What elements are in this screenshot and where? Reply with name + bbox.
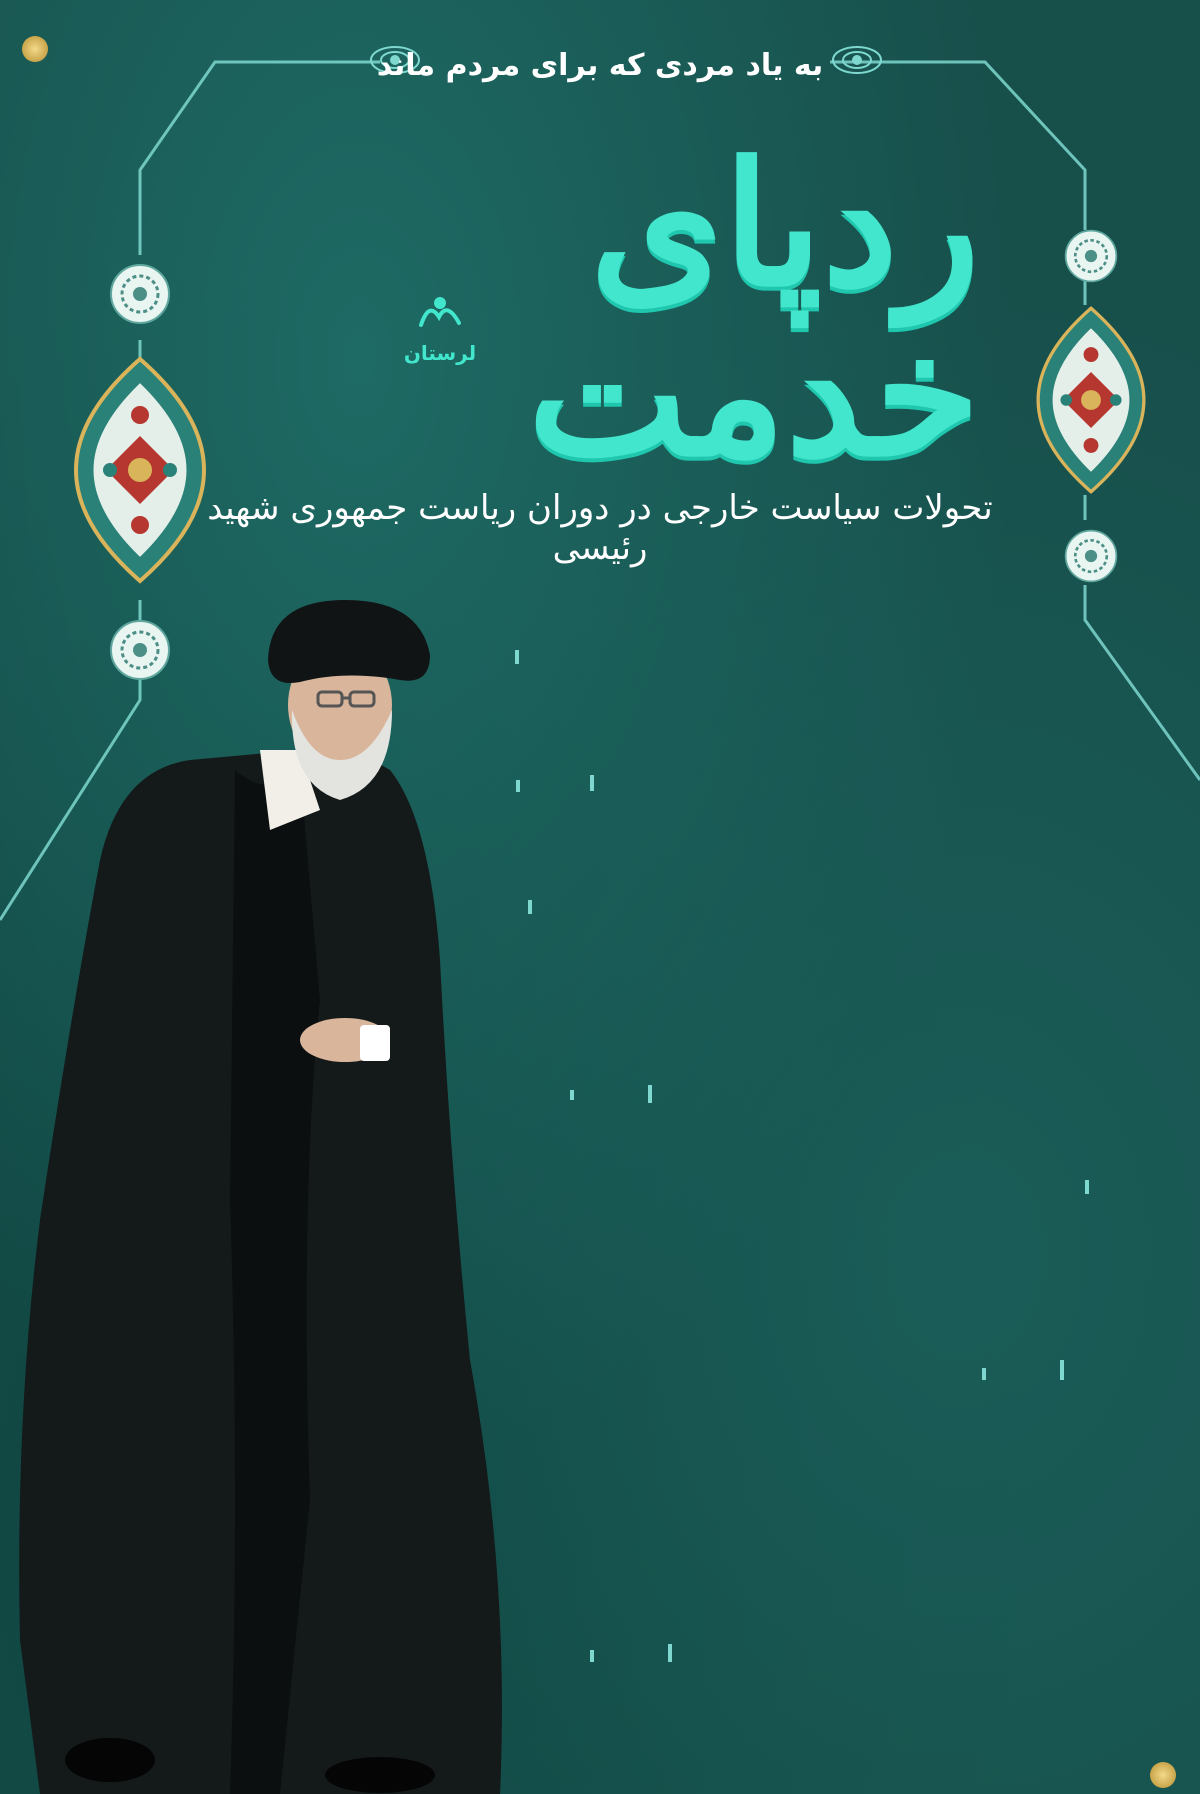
page-subtitle: تحولات سیاست خارجی در دوران ریاست جمهوری شهید رئیسی — [207, 488, 993, 568]
logo-caption: لرستان — [403, 341, 477, 365]
memorial-tagline: به یاد مردی که برای مردم ماند — [376, 48, 824, 83]
page-title: ردپای خدمت — [527, 125, 980, 495]
